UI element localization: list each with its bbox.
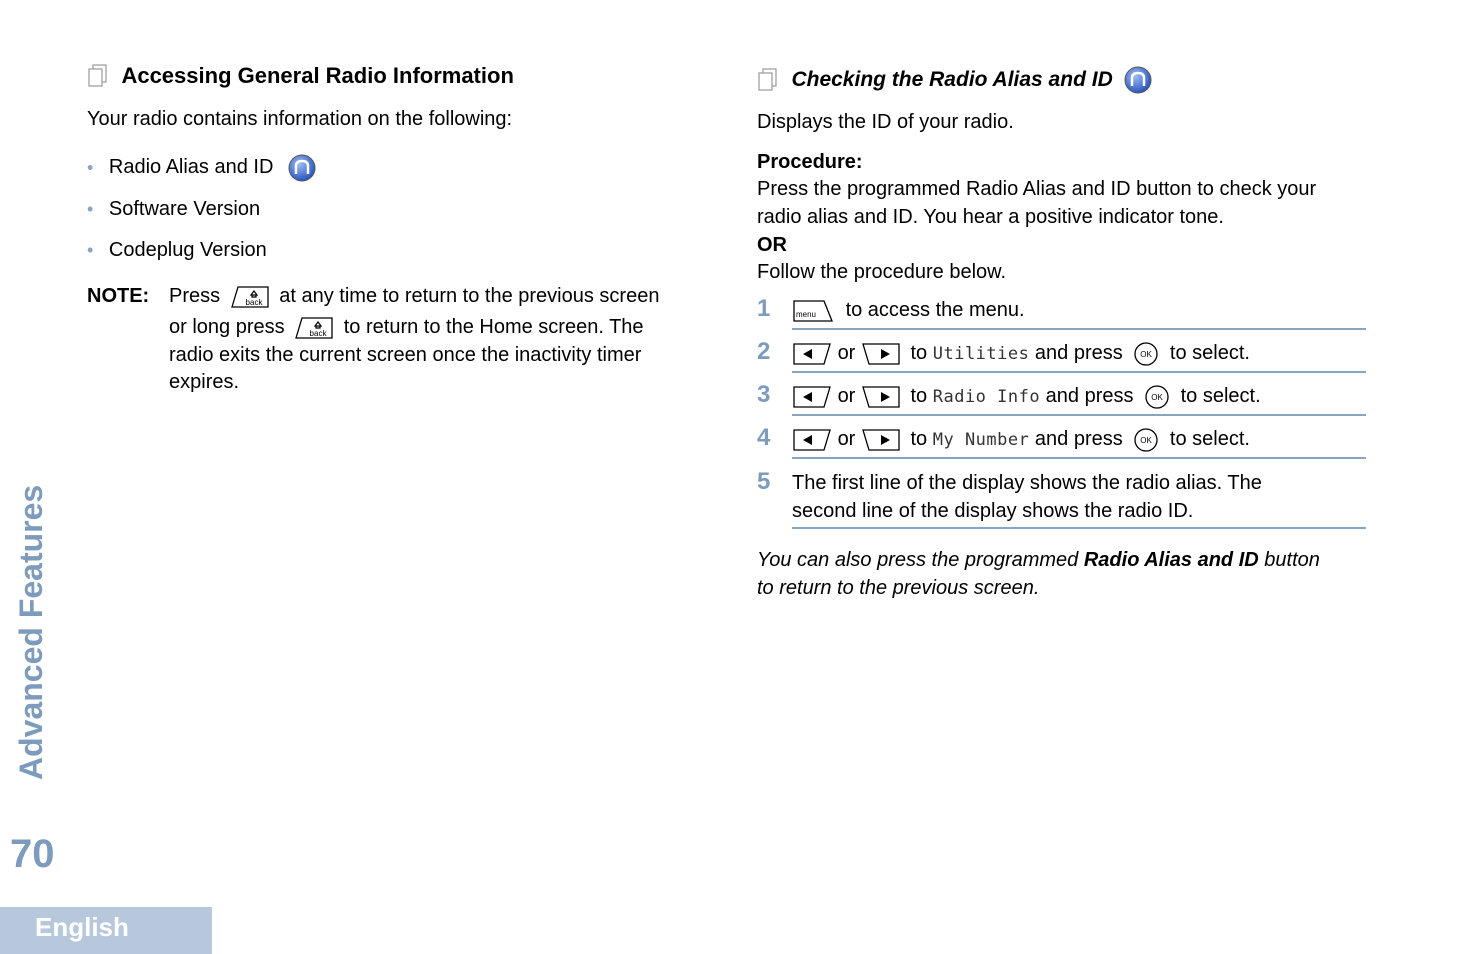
left-arrow-key-icon <box>792 342 832 366</box>
step-3: or to Radio Info and press OK to select. <box>792 382 1366 416</box>
bullet-dot: • <box>87 199 94 219</box>
back-key-icon <box>294 316 334 340</box>
right-section-title: Checking the Radio Alias and ID <box>791 68 1113 91</box>
programmable-button-icon <box>1123 65 1153 95</box>
svg-text:OK: OK <box>1151 392 1163 402</box>
programmable-button-icon <box>287 153 317 183</box>
left-section-title: Accessing General Radio Information <box>121 63 514 88</box>
step-number: 2 <box>757 338 771 365</box>
bullet-item: • Codeplug Version <box>87 239 267 261</box>
note-label: NOTE: <box>87 285 150 307</box>
svg-text:OK: OK <box>1140 435 1153 445</box>
procedure-label: Procedure: <box>757 151 863 173</box>
follow-text: Follow the procedure below. <box>757 261 1007 283</box>
svg-text:menu: menu <box>795 309 817 319</box>
bullet-dot: • <box>87 157 94 178</box>
ok-key-icon <box>1143 383 1171 411</box>
footer-line-2: to return to the previous screen. <box>757 577 1040 599</box>
note-line-4: expires. <box>169 371 240 393</box>
step-4: or to My Number and press OK to select. <box>792 425 1366 459</box>
ok-key-icon <box>1132 426 1160 454</box>
step-number: 5 <box>757 468 771 495</box>
section-side-label: Advanced Features <box>13 484 49 780</box>
svg-text:back: back <box>245 297 263 307</box>
step-number: 1 <box>757 295 771 322</box>
step-2: or to Utilities and press OK to select. <box>792 339 1366 373</box>
left-arrow-key-icon <box>792 385 832 409</box>
right-arrow-key-icon <box>861 385 901 409</box>
note-line-3: radio exits the current screen once the inactivity timer <box>169 344 642 366</box>
language-label: English <box>35 912 129 942</box>
menu-item-name: Utilities <box>932 344 1030 364</box>
svg-text:back: back <box>309 328 327 338</box>
language-bar <box>0 907 212 954</box>
step-number: 4 <box>757 424 771 451</box>
right-arrow-key-icon <box>861 342 901 366</box>
bullet-dot: • <box>87 240 94 260</box>
note-line-1: Press back at any time to return to the previous screen <box>169 285 660 307</box>
left-arrow-key-icon <box>792 428 832 452</box>
ok-key-icon <box>1132 340 1160 368</box>
bullet-item: • Software Version <box>87 198 261 220</box>
menu-item-name: Radio Info <box>932 387 1041 407</box>
right-section-header <box>757 65 1153 95</box>
svg-text:OK: OK <box>1140 349 1153 359</box>
or-label: OR <box>757 234 787 256</box>
step-5: The first line of the display shows the radio alias. The second line of the display shows the radio ID. <box>792 469 1366 529</box>
step-1: menu to access the menu. <box>792 296 1366 330</box>
document-icon <box>757 67 779 93</box>
note-line-2: or long press back to return to the Home screen. The <box>169 316 644 338</box>
footer-line-1: You can also press the programmed Radio Alias and ID button <box>757 549 1320 571</box>
menu-item-name: My Number <box>932 430 1030 450</box>
procedure-line-1: Press the programmed Radio Alias and ID button to check your <box>757 178 1317 200</box>
menu-key-icon <box>792 299 834 323</box>
left-section-header <box>87 63 514 89</box>
right-intro: Displays the ID of your radio. <box>757 111 1014 133</box>
right-arrow-key-icon <box>861 428 901 452</box>
document-icon <box>87 63 109 89</box>
left-intro: Your radio contains information on the following: <box>87 108 513 130</box>
procedure-line-2: radio alias and ID. You hear a positive indicator tone. <box>757 206 1224 228</box>
page-number: 70 <box>10 832 55 876</box>
step-number: 3 <box>757 381 771 408</box>
bullet-item: • Radio Alias and ID <box>87 153 317 183</box>
back-key-icon <box>230 285 270 309</box>
